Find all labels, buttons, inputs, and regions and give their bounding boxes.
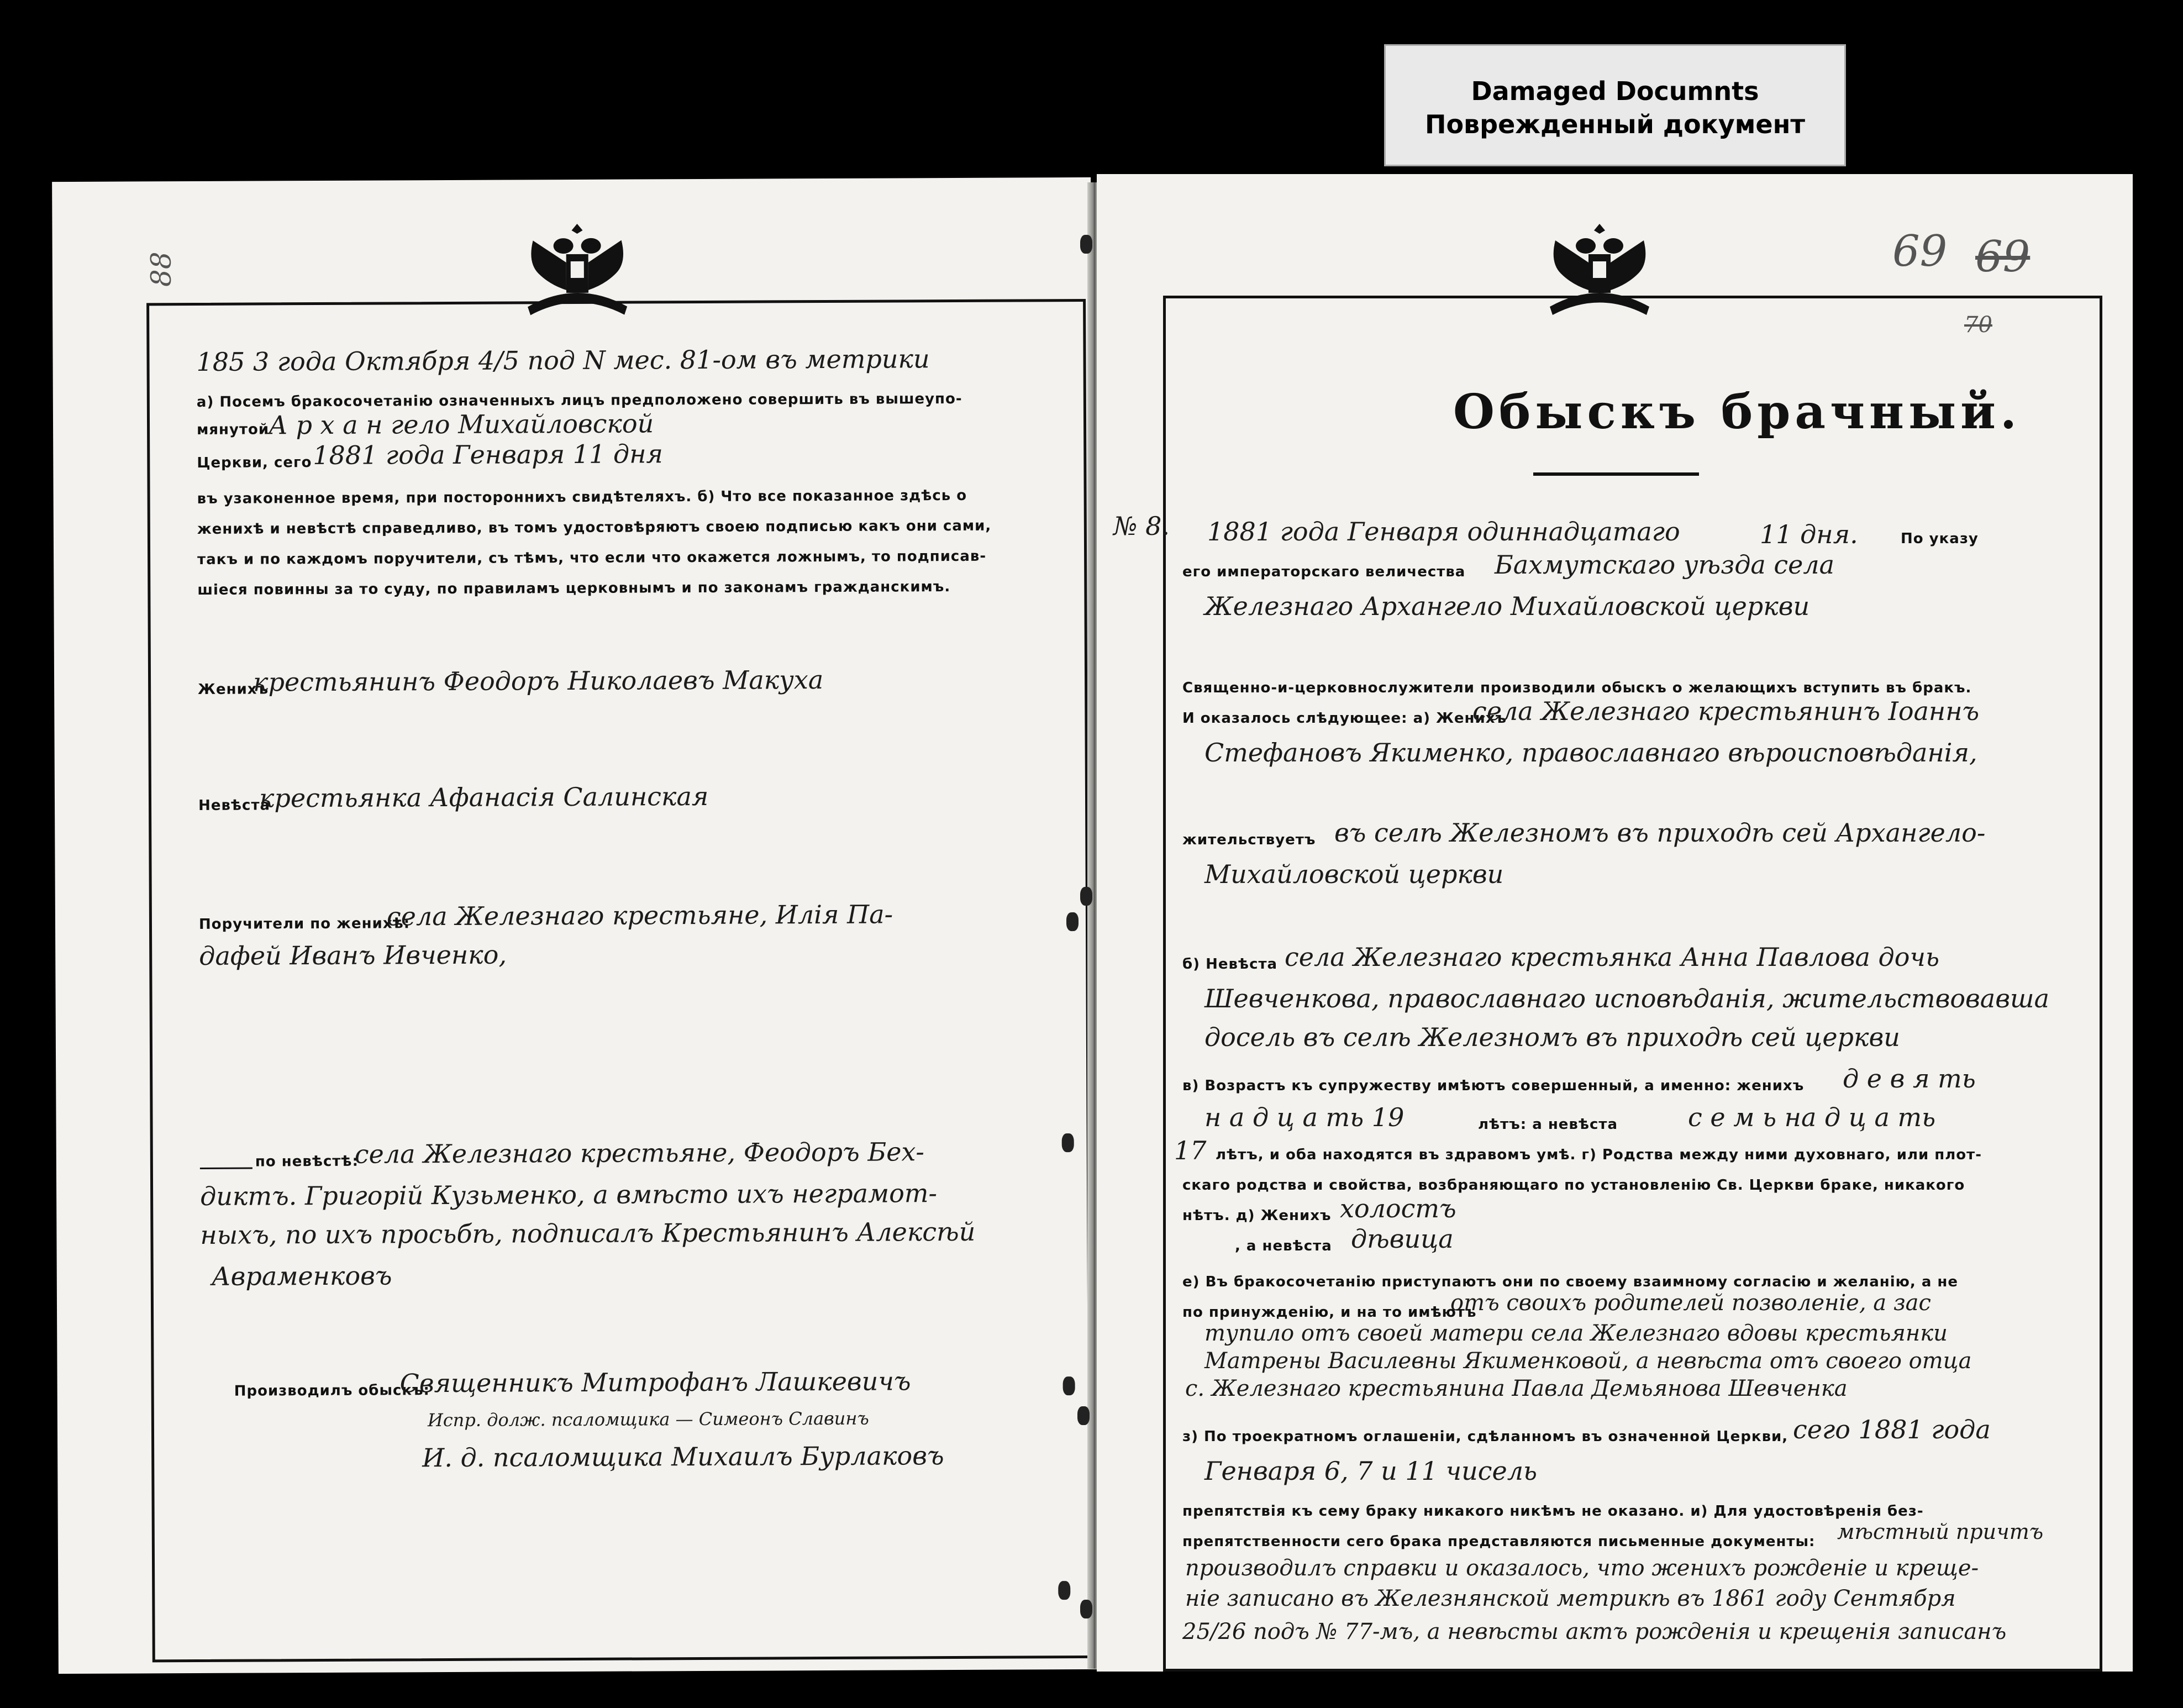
right-bride-age-num: 17 (1174, 1136, 1207, 1165)
guarantors-bride-1: села Железнаго крестьяне, Феодоръ Бех- (354, 1137, 925, 1169)
guarantors-bride-3: ныхъ, по ихъ просьбѣ, подписалъ Крестьянинъ Алексѣй (200, 1216, 976, 1250)
label-english: Damaged Documnts (1471, 76, 1759, 106)
binding-hole (1066, 912, 1079, 931)
right-ukaz: По указу (1901, 530, 1979, 547)
left-clause-b-2: женихѣ и невѣстѣ справедливо, въ томъ удостовѣряютъ своею подписью какъ они сами, (197, 517, 992, 538)
right-documents-hand3: ніе записано въ Железнянской метрикѣ въ 1861 году Сентября (1185, 1586, 1956, 1611)
right-kinship-line: лѣтъ, и оба находятся въ здравомъ умѣ. г) Родства между ними духовнаго, или плот- (1216, 1147, 1982, 1163)
right-documents-hand2: производилъ справки и оказалось, что женихъ рожденіе и креще- (1185, 1555, 1979, 1581)
right-day-hand: 11 дня. (1760, 519, 1858, 549)
right-consent-hand4: с. Железнаго крестьянина Павла Демьянова Шевченка (1185, 1376, 1848, 1401)
produced-by-label: Производилъ обыскъ: (234, 1382, 430, 1400)
right-district-hand: Бахмутскаго уѣзда села (1495, 550, 1835, 580)
right-page (1097, 174, 2133, 1672)
right-bride-age-label: лѣтъ: а невѣста (1478, 1116, 1618, 1133)
left-church-name: А р х а н гело Михайловской (268, 408, 654, 440)
right-bride-hand2: Шевченкова, православнаго исповѣданія, жительствовавша (1204, 984, 2050, 1013)
guarantors-bride-2: диктъ. Григорій Кузьменко, а вмѣсто ихъ неграмот- (200, 1178, 938, 1211)
right-groom-name: Стефановъ Якименко, православнаго вѣроисповѣданія, (1204, 738, 1977, 768)
right-groom-hand: села Железнаго крестьянинъ Іоаннъ (1472, 696, 1980, 726)
guarantors-groom-2: дафей Иванъ Ивченко, (199, 939, 507, 971)
left-date-hand: 1881 года Генваря 11 дня (313, 439, 664, 471)
right-groom-status: холостъ (1340, 1194, 1456, 1223)
title-ornament (1533, 472, 1699, 476)
binding-hole (1080, 887, 1092, 906)
binding-hole (1058, 1581, 1070, 1600)
right-documents-line: препятственности сего брака представляются письменные документы: (1182, 1533, 1816, 1550)
right-bride-hand: села Железнаго крестьянка Анна Павлова дочь (1285, 942, 1940, 972)
right-bride-hand3: досель въ селѣ Железномъ въ приходѣ сей церкви (1204, 1022, 1900, 1052)
document-title: Обыскъ брачный. (1453, 384, 2021, 440)
left-clause-a-line3: Церкви, сего (197, 454, 312, 471)
right-age-line: в) Возрастъ къ супружеству имѣютъ совершенный, а именно: женихъ (1182, 1078, 1805, 1094)
right-groom-status-label: нѣтъ. д) Женихъ (1182, 1207, 1332, 1224)
right-banns-hand: сего 1881 года (1793, 1415, 1991, 1444)
produced-by-priest: Священникъ Митрофанъ Лашкевичъ (399, 1366, 911, 1399)
right-consent-line: е) Въ бракосочетанію приступаютъ они по своему взаимному согласію и желанію, а не (1182, 1274, 1959, 1290)
left-page (52, 177, 1097, 1674)
right-consent-hand2: тупило отъ своей матери села Железнаго вдовы крестьянки (1204, 1321, 1948, 1346)
right-banns-dates: Генваря 6, 7 и 11 чисель (1204, 1456, 1538, 1486)
right-residence-hand: въ селѣ Железномъ въ приходѣ сей Архангело- (1334, 818, 1986, 848)
produced-by-deacon: Испр. долж. псаломщика — Симеонъ Славинъ (427, 1407, 869, 1431)
right-bride-status: дѣвица (1351, 1224, 1454, 1254)
guarantors-bride-4: Авраменковъ (211, 1260, 392, 1291)
right-bride-age-hand: с е м ь на д ц а ть (1688, 1102, 1936, 1132)
binding-hole (1080, 1600, 1092, 1618)
left-header-date: 185 3 года Октября 4/5 под N мес. 81-ом въ метрики (196, 344, 930, 377)
guarantors-groom-1: села Железнаго крестьяне, Илія Па- (386, 899, 893, 932)
right-consent-hand3: Матрены Василевны Якименковой, а невѣста отъ своего отца (1204, 1348, 1972, 1374)
left-clause-b-3: такъ и по каждомъ поручители, съ тѣмъ, что если что окажется ложнымъ, то подписав- (197, 548, 987, 568)
record-number: № 8. (1113, 511, 1170, 541)
right-residence-label: жительствуетъ (1182, 832, 1316, 848)
right-kinship-line2: скаго родства и свойства, возбраняющаго по установленію Св. Церкви браке, никакого (1182, 1177, 1965, 1194)
right-date-hand: 1881 года Генваря одиннадцатаго (1207, 517, 1680, 546)
bride-label: Невѣста (198, 797, 271, 814)
left-clause-b-1: въ узаконенное время, при постороннихъ свидѣтеляхъ. б) Что все показанное здѣсь о (197, 487, 967, 507)
left-clause-a-line2: мянутой (197, 421, 270, 438)
guarantor-blank-line (200, 1168, 253, 1169)
right-groom-age-hand: д е в я ть (1843, 1064, 1976, 1094)
binding-hole (1062, 1133, 1074, 1152)
left-page-number: 88 (145, 251, 177, 287)
groom-name: крестьянинъ Феодоръ Николаевъ Макуха (253, 665, 824, 697)
right-page-number-small: 70 (1964, 312, 1992, 338)
right-bride-label: б) Невѣста (1182, 956, 1278, 973)
right-majesty: его императорскаго величества (1182, 564, 1466, 580)
right-groom-age-hand2: н а д ц а ть 19 (1204, 1102, 1405, 1132)
right-obstacle-line: препятствія къ сему браку никакого никѣмъ не оказано. и) Для удостовѣренія без- (1182, 1503, 1924, 1520)
right-banns-line: з) По троекратномъ оглашеніи, сдѣланномъ въ означенной Церкви, (1182, 1428, 1789, 1445)
right-page-number-struck: 69 (1975, 232, 2031, 282)
right-found-line: И оказалось слѣдующее: а) Женихъ (1182, 710, 1507, 727)
guarantors-groom-label: Поручители по женихѣ: (198, 915, 411, 933)
right-page-number: 69 (1892, 227, 1948, 276)
damaged-document-label (1384, 44, 1846, 166)
right-church-hand: Железнаго Архангело Михайловской церкви (1204, 591, 1810, 621)
guarantors-bride-label: по невѣстѣ: (255, 1153, 359, 1170)
left-clause-a: а) Посемъ бракосочетанію означенныхъ лицъ предположено совершить въ вышеупо- (196, 390, 962, 411)
right-documents-hand: мѣстный причтъ (1837, 1520, 2044, 1544)
right-consent-line2: по принужденію, и на то имѣютъ (1182, 1304, 1477, 1321)
right-bride-status-label: , а невѣста (1235, 1238, 1332, 1254)
right-residence-hand2: Михайловской церкви (1204, 859, 1504, 889)
binding-hole (1063, 1376, 1075, 1395)
right-consent-hand: отъ своихъ родителей позволеніе, а зас (1450, 1290, 1931, 1316)
bride-name: крестьянка Афанасія Салинская (259, 781, 709, 813)
groom-label: Женихъ (198, 681, 269, 698)
left-clause-b-4: шіеся повинны за то суду, по правиламъ церковнымъ и по законамъ гражданскимъ. (197, 579, 951, 598)
produced-by-psalmist: И. д. псаломщика Михаилъ Бурлаковъ (422, 1441, 944, 1473)
label-russian: Поврежденный документ (1424, 109, 1806, 139)
right-documents-hand4: 25/26 подъ № 77-мъ, а невѣсты актъ рожденія и крещенія записанъ (1182, 1619, 2007, 1644)
binding-hole (1080, 235, 1092, 254)
binding-hole (1077, 1406, 1090, 1425)
right-clergy-line: Священно-и-церковнослужители производили обыскъ о желающихъ вступить въ бракъ. (1182, 680, 1972, 696)
